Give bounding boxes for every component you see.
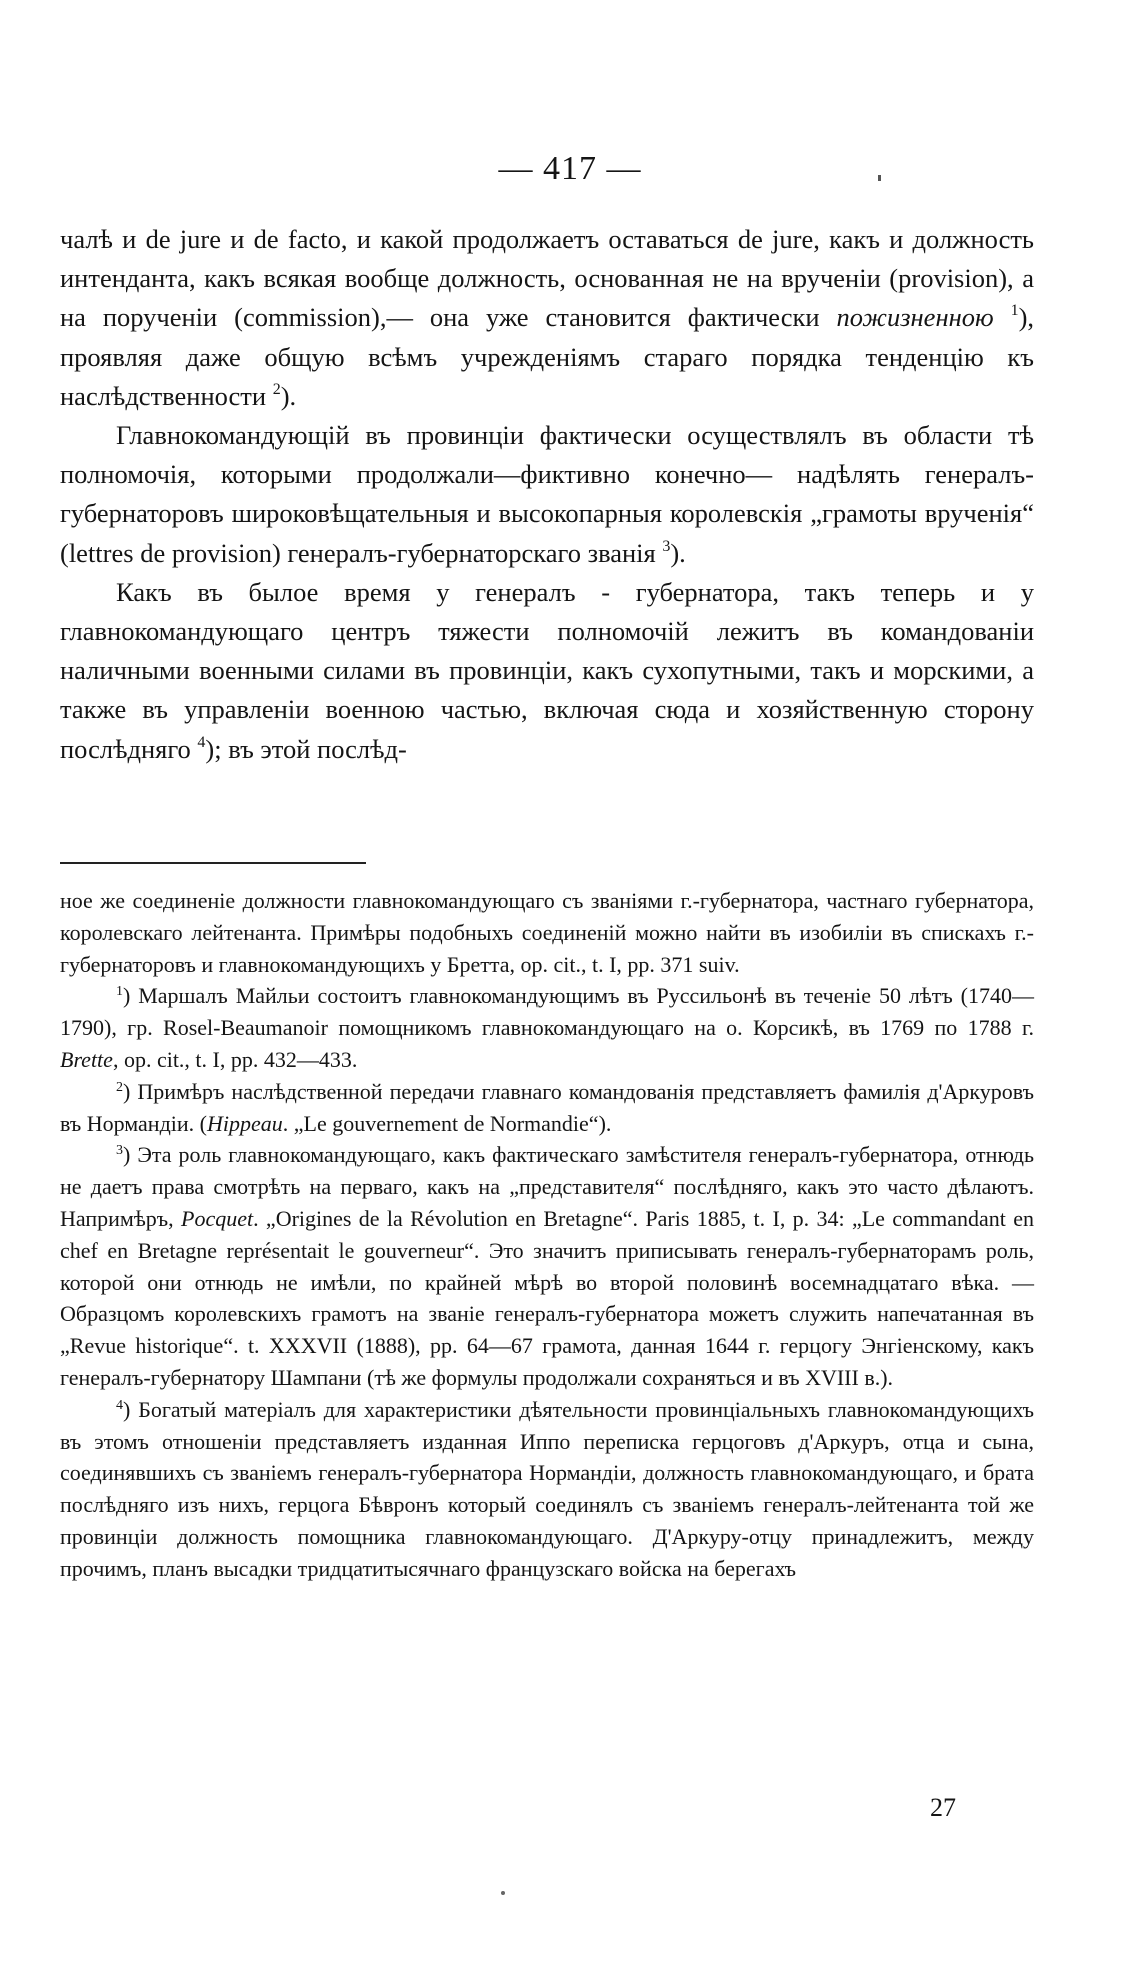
- italic-citation: Pocquet: [181, 1205, 254, 1231]
- footnote-marker: 4: [116, 1397, 123, 1413]
- footnote-paragraph: [60, 885, 1034, 980]
- footnote-separator-rule: [60, 862, 366, 864]
- footnote-marker: 1: [1010, 302, 1019, 320]
- text-run: ), проявляя даже общую всѣмъ учрежденіямъ стараго порядка тенденцію къ наслѣдственности: [60, 302, 1035, 411]
- text-run: ).: [670, 537, 686, 568]
- text-run: ) Эта роль главнокомандующаго, какъ фактическаго замѣстителя генералъ-губернатора, отнюдь не даетъ права смотрѣть на перваго, какъ на „представителя“ послѣдняго, какъ это часто дѣлаютъ. Напримѣръ,: [60, 1142, 1034, 1231]
- body-paragraph: [60, 220, 1034, 416]
- text-run: ); въ этой послѣд-: [205, 733, 407, 764]
- text-run: ) Маршалъ Майльи состоитъ главнокомандующимъ въ Руссильонѣ въ теченіе 50 лѣтъ (1740—1790), гр. Rosel-Beaumanoir помощникомъ главнокомандующаго на о. Корсикѣ, въ 1769 по 1788 г.: [60, 983, 1034, 1041]
- footnote-marker: 4: [197, 733, 206, 751]
- text-run: Главнокомандующій въ провинціи фактически осуществлялъ въ области тѣ полномочія, которыми продолжали—фиктивно конечно— надѣлять генералъ-губернаторовъ широковѣщательныя и высокопарныя королевскія „грамоты врученія“ (lettres de provision) генералъ-губернаторскаго званія: [60, 420, 1034, 568]
- main-text-body: [60, 220, 1034, 769]
- italic-citation: Brette: [60, 1046, 113, 1072]
- footnote-marker: 2: [116, 1079, 123, 1095]
- signature-mark: 27: [930, 1793, 956, 1822]
- ink-speck: [501, 1891, 505, 1895]
- italic-citation: пожизненною: [836, 302, 994, 333]
- text-run: ное же соединеніе должности главнокомандующаго съ званіями г.-губернатора, частнаго губернатора, королевскаго лейтенанта. Примѣры подобныхъ соединеній можно найти въ изобиліи въ спискахъ г.-губернаторовъ и главнокомандующихъ у Бретта, op. cit., t. I, pp. 371 suiv.: [60, 888, 1034, 977]
- text-run: [994, 302, 1011, 332]
- footnote-marker: 3: [116, 1143, 123, 1159]
- footnote-marker: 1: [116, 984, 123, 1000]
- text-run: . „Origines de la Révolution en Bretagne“. Paris 1885, t. I, p. 34: „Le commandant en chef en Bretagne représentait le gouverneur“. Это значитъ приписывать генералъ-губернаторамъ роль, которой они отнюдь не имѣли, по крайней мѣрѣ во второй половинѣ восемнадцатаго вѣка. — Образцомъ королевскихъ грамотъ на званіе генералъ-губернатора можетъ служить напечатанная въ „Revue historique“. t. XXXVII (1888), pp. 64—67 грамота, данная 1644 г. герцогу Энгіенскому, какъ генералъ-губернатору Шампани (тѣ же формулы продолжали сохраняться и въ XVIII в.).: [60, 1205, 1035, 1390]
- text-run: ) Примѣръ наслѣдственной передачи главнаго командованія представляетъ фамилія д'Аркуровъ въ Нормандіи. (: [60, 1078, 1034, 1136]
- text-run: ) Богатый матеріалъ для характеристики дѣятельности провинціальныхъ главнокомандующихъ въ этомъ отношеніи представляетъ изданная Иппо переписка герцоговъ д'Аркуръ, отца и сына, соединявшихъ съ званіемъ генералъ-губернатора Нормандіи, должность главнокомандующаго, и брата послѣдняго изъ нихъ, герцога Бѣвронъ который соединялъ съ званіемъ генералъ-лейтенанта той же провинціи должность помощника главнокомандующаго. Д'Аркуру-отцу принадлежитъ, между прочимъ, планъ высадки тридцатитысячнаго французскаго войска на берегахъ: [60, 1396, 1034, 1581]
- footnotes-block: [60, 885, 1034, 1585]
- text-run: Какъ въ былое время у генералъ - губернатора, такъ теперь и у главнокомандующаго центръ тяжести полномочій лежитъ въ командованіи наличными военными силами въ провинціи, какъ сухопутными, такъ и морскими, а также въ управленіи военною частью, включая сюда и хозяйственную сторону послѣдняго: [60, 576, 1034, 764]
- page-number: — 417 —: [498, 150, 642, 187]
- italic-citation: Hippeau: [207, 1110, 283, 1136]
- footnote-paragraph: [60, 1394, 1034, 1585]
- text-run: . „Le gouvernement de Normandie“).: [282, 1110, 612, 1136]
- body-paragraph: [60, 416, 1034, 573]
- footnote-marker: 2: [272, 380, 281, 398]
- footnote-paragraph: [60, 1076, 1034, 1140]
- text-run: чалѣ и de jure и de facto, и какой продолжаетъ оставаться de jure, какъ и должность интенданта, какъ всякая вообще должность, основанная не на врученіи (provision), а на порученіи (commission),— она уже становится фактически: [60, 224, 1034, 333]
- footnote-paragraph: [60, 1139, 1034, 1393]
- footnote-paragraph: [60, 980, 1034, 1075]
- text-run: , op. cit., t. I, pp. 432—433.: [112, 1046, 358, 1072]
- text-run: ).: [280, 380, 297, 411]
- body-paragraph: [60, 573, 1034, 769]
- footnote-marker: 3: [662, 537, 671, 555]
